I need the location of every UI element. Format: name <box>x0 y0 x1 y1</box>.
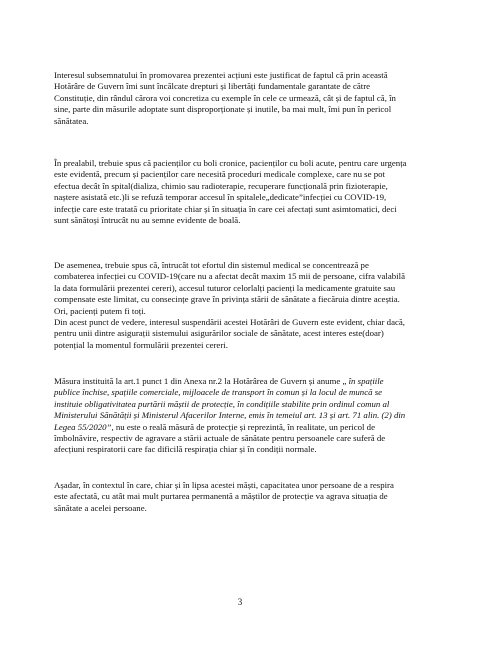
text-line: este evidentă, precum și pacienților care necesită proceduri medicale complexe, care nu se pot <box>54 169 385 180</box>
text-run-italic: Ministerului Sănătății și Ministerul Afacerilor Interne, emis în temeiul art. 13 și art. 71 alin. (2) din <box>54 410 406 421</box>
text-line: Interesul subsemnatului în promovarea prezentei acțiuni este justificat de faptul că prin această <box>54 70 388 80</box>
text-run: afecțiuni respiratorii care fac dificilă respirația chiar și în condiții normale. <box>54 444 317 455</box>
text-line: compensate este limitat, cu consecințe grave în privința stării de sănătate a fiecăruia dintre aceștia. <box>54 294 400 305</box>
paragraph-mask-measure <box>54 376 448 456</box>
text-line: la data formulării prezentei cereri), accesul tuturor celorlalți pacienți la medicamente gratuite sau <box>54 282 396 293</box>
paragraph-conclusion <box>54 480 448 514</box>
text-line: De asemenea, trebuie spus că, întrucât tot efortul din sistemul medical se concentrează pe <box>54 260 369 270</box>
text-line: infecție care este tratată cu prioritate chiar și în situația în care cei afectați sunt asimtomatici, deci <box>54 203 397 214</box>
text-run-italic: publice închise, spațiile comerciale, mijloacele de transport în comun și la locul de muncă se <box>54 387 383 398</box>
text-line: sine, parte din măsurile adoptate sunt disproporționate și inutile, ba mai mult, îmi pun în pericol <box>54 104 392 115</box>
text-line <box>54 433 448 444</box>
text-line: potențial la momentul formulării prezentei cereri. <box>54 339 228 350</box>
text-line: combaterea infecției cu COVID-19(care nu a afectat decât maxim 15 mii de persoane, cifra valabilă <box>54 271 405 282</box>
text-line: În prealabil, trebuie spus că pacienților cu boli cronice, pacienților cu boli acute, pentru care urgența <box>54 158 407 168</box>
paragraph-chronic-patients <box>54 158 448 226</box>
paragraph-medical-system <box>54 260 448 351</box>
text-line: Așadar, în contextul în care, chiar și în lipsa acestei măști, capacitatea unor persoane de a respira <box>54 480 394 490</box>
text-line <box>54 399 448 410</box>
text-line <box>54 444 448 455</box>
text-line: Constituție, din rândul cărora voi concretiza cu exemple în cele ce urmează, cât și de faptul că, în <box>54 92 396 103</box>
text-line: naștere asistată etc.)li se refuză temporar accesul în spitalele„dedicate”infecției cu COVID-19, <box>54 192 387 203</box>
text-line: efectua decât în spital(dializa, chimio sau radioterapie, recuperare funcțională prin fizioterapie, <box>54 180 388 191</box>
page-number: 3 <box>237 597 243 607</box>
text-run-italic: instituie obligativitatea purtării măștii de protecție, în condițiile stabilite prin ordinul comun al <box>54 398 390 409</box>
text-line <box>54 410 448 421</box>
text-line <box>54 387 448 398</box>
text-run: îmbolnăvire, respectiv de agravare a stării actuale de sănătate pentru persoanele care suferă de <box>54 433 386 444</box>
text-line: sănătate a acelei persoane. <box>54 502 147 513</box>
text-line: sănătatea. <box>54 115 89 126</box>
text-line <box>54 422 448 433</box>
text-line: Hotărâre de Guvern îmi sunt încălcate drepturi și libertăți fundamentale garantate de către <box>54 81 371 92</box>
text-line: pentru unii dintre asigurații sistemului asigurărilor sociale de sănătate, acest interes este(doar) <box>54 328 384 339</box>
text-line: Ori, pacienți putem fi toți. <box>54 305 146 316</box>
text-run: , nu este o reală măsură de protecție și reprezintă, în realitate, un pericol de <box>111 421 375 432</box>
text-run: Măsura instituită la art.1 punct 1 din Anexa nr.2 la Hotărârea de Guvern și anume „ <box>54 376 349 386</box>
text-line: este afectată, cu atât mai mult purtarea permanentă a măștilor de protecție va agrava situația de <box>54 491 388 502</box>
text-run-italic: Legea 55/2020” <box>54 421 112 432</box>
text-line: sunt sănătoși întrucât nu au semne evidente de boală. <box>54 215 241 226</box>
paragraph-interest <box>54 70 448 127</box>
text-line <box>54 376 448 387</box>
text-run-italic: în spațiile <box>348 376 384 386</box>
text-line: Din acest punct de vedere, interesul suspendării acestei Hotărâri de Guvern este evident, chiar dacă, <box>54 317 405 328</box>
